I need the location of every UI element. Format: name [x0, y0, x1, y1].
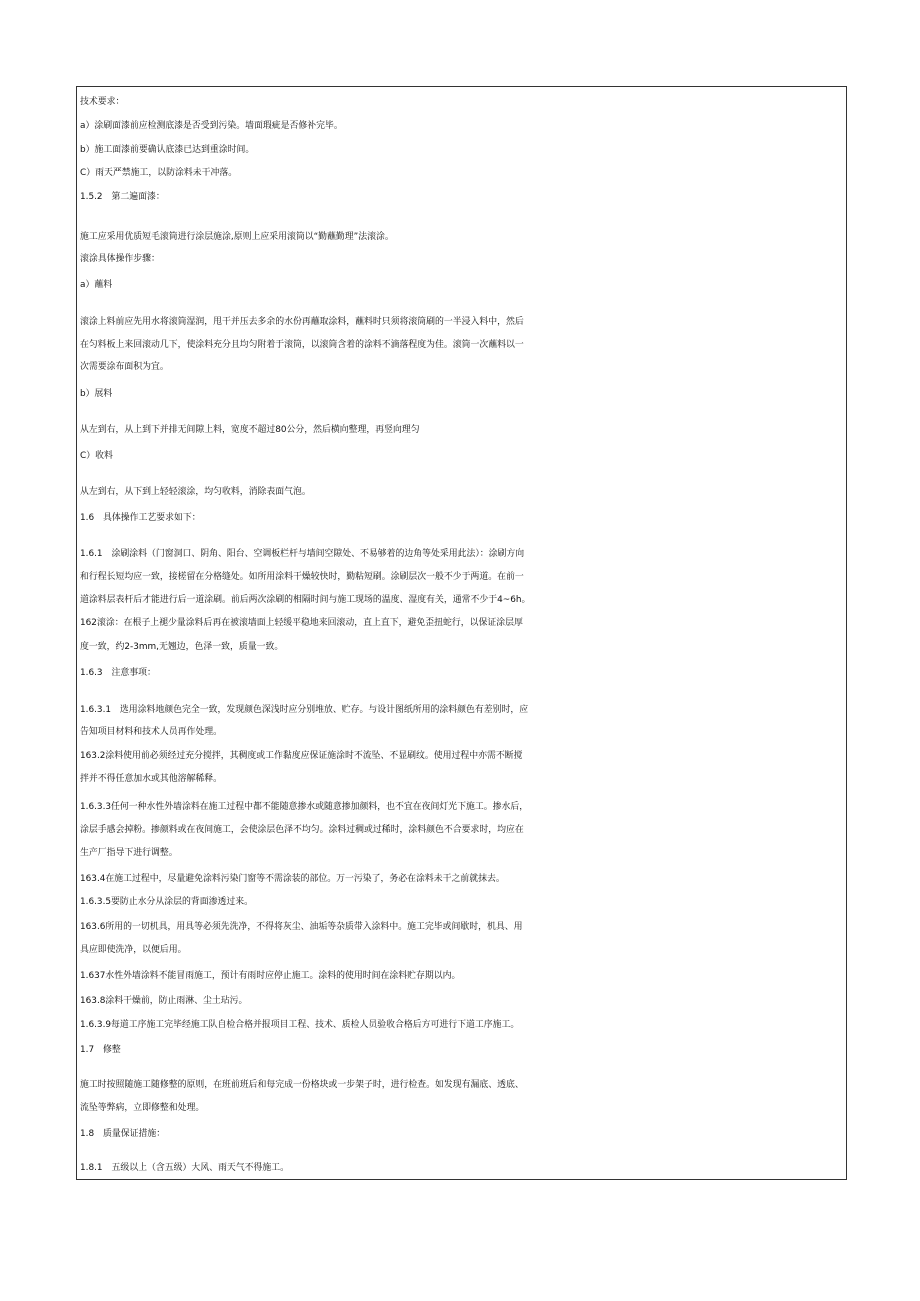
text-line: 滚涂具体操作步骤：: [80, 254, 160, 264]
text-line: 1.8.1 五级以上（含五级）大风、雨天气不得施工。: [80, 1163, 289, 1173]
text-line: 1.6.3.1 选用涂料地颜色完全一致，发现颜色深浅时应分别堆放、贮存。与设计图纸所用的涂料颜色有差别时，应: [80, 705, 529, 715]
text-line: 从左到右，从下到上轻轻滚涂，均匀收料，消除表面气泡。: [80, 487, 311, 497]
text-line: 1.6.1 涂刷涂料（门窗洞口、阴角、阳台、空调板栏杆与墙间空隙处、不易够着的边角等处采用此法）：涂刷方向: [80, 549, 525, 559]
text-line: 度一致，约2-3mm,无翘边，色泽一致，质量一致。: [80, 642, 284, 652]
text-line: C）收料: [80, 451, 113, 461]
text-line: 在匀料板上来回滚动几下，使涂料充分且均匀附着于滚筒，以滚筒含着的涂料不滴落程度为佳。滚筒一次蘸料以一: [80, 340, 524, 350]
text-line: 涂层手感会掉粉。掺颜料或在夜间施工，会使涂层色泽不均匀。涂料过稠或过稀时，涂料颜色不合要求时，均应在: [80, 825, 524, 835]
text-line: 163.8涂料干燥前，防止雨淋、尘土玷污。: [80, 996, 248, 1006]
text-line: a）蘸料: [80, 280, 113, 290]
text-line: 技术要求：: [80, 97, 125, 107]
text-line: 生产厂指导下进行调整。: [80, 848, 178, 858]
text-line: 具应即使洗净，以便后用。: [80, 945, 187, 955]
text-line: 流坠等弊病，立即修整和处理。: [80, 1103, 205, 1113]
text-line: 滚涂上料前应先用水将滚筒湿润，甩干并压去多余的水份再蘸取涂料，蘸料时只须将滚筒刷的一半浸入料中，然后: [80, 317, 524, 327]
text-line: 施工时按照随施工随修整的原则，在班前班后和每完成一份格块或一步架子时，进行检查。如发现有漏底、透底、: [80, 1080, 524, 1090]
text-line: b）展料: [80, 389, 113, 399]
text-line: 163.2涂料使用前必须经过充分搅拌，其稠度或工作黏度应保证施涂时不流坠、不显刷纹。使用过程中亦需不断搅: [80, 751, 523, 761]
text-line: 1.6.3.3任何一种水性外墙涂料在施工过程中都不能随意掺水或随意掺加颜料，也不宜在夜间灯光下施工。掺水后，: [80, 802, 529, 812]
text-line: 施工应采用优质短毛滚筒进行涂层施涂,原则上应采用滚筒以“勤蘸勤理”法滚涂。: [80, 232, 394, 242]
text-line: 道涂料层表杆后才能进行后一道涂刷。前后两次涂刷的相隔时间与施工现场的温度、湿度有关，通常不少于4~6h。: [80, 595, 531, 605]
text-line: 1.6.3.5要防止水分从涂层的背面渗透过来。: [80, 897, 254, 907]
text-line: a）涂刷面漆前应检测底漆是否受到污染。墙面瑕疵是否修补完毕。: [80, 121, 343, 131]
text-line: 告知项目材料和技术人员再作处理。: [80, 727, 222, 737]
text-line: 163.6所用的一切机具，用具等必须先洗净，不得将灰尘、油垢等杂质带入涂料中。施工完毕或间歇时，机具、用: [80, 922, 523, 932]
text-line: 和行程长短均应一致，接槎留在分格缝处。如所用涂料干燥较快时，勤粘短刷。涂刷层次一般不少于两道。在前一: [80, 572, 524, 582]
text-line: b）施工面漆前要确认底漆已达到重涂时间。: [80, 145, 255, 155]
section-heading: 1.6 具体操作工艺要求如下：: [80, 513, 201, 523]
text-line: 次需要涂布面积为宜。: [80, 362, 169, 372]
text-line: 从左到右，从上到下并排无间隙上料，宽度不超过80公分，然后横向整理，再竖向理匀: [80, 425, 420, 435]
section-heading: 1.8 质量保证措施：: [80, 1129, 166, 1139]
section-heading: 1.7 修整: [80, 1045, 121, 1055]
section-heading: 1.6.3 注意事项：: [80, 668, 156, 678]
text-line: 拌并不得任意加水或其他溶解稀释。: [80, 774, 222, 784]
section-heading: 1.5.2 第二遍面漆：: [80, 192, 165, 202]
text-line: 163.4在施工过程中，尽量避免涂料污染门窗等不需涂装的部位。万一污染了，务必在涂料未干之前就抹去。: [80, 874, 505, 884]
text-line: C）雨天严禁施工，以防涂料未干冲落。: [80, 168, 238, 178]
text-line: 1.6.3.9每道工序施工完毕经施工队自检合格并报项目工程、技术、质检人员验收合格后方可进行下道工序施工。: [80, 1020, 520, 1030]
text-line: 162滚涂：在根子上褪少量涂料后再在被滚墙面上轻缓平稳地来回滚动，直上直下，避免歪扭蛇行，以保证涂层厚: [80, 618, 523, 628]
text-line: 1.637水性外墙涂料不能冒雨施工，预计有雨时应停止施工。涂料的使用时间在涂料贮存期以内。: [80, 971, 461, 981]
